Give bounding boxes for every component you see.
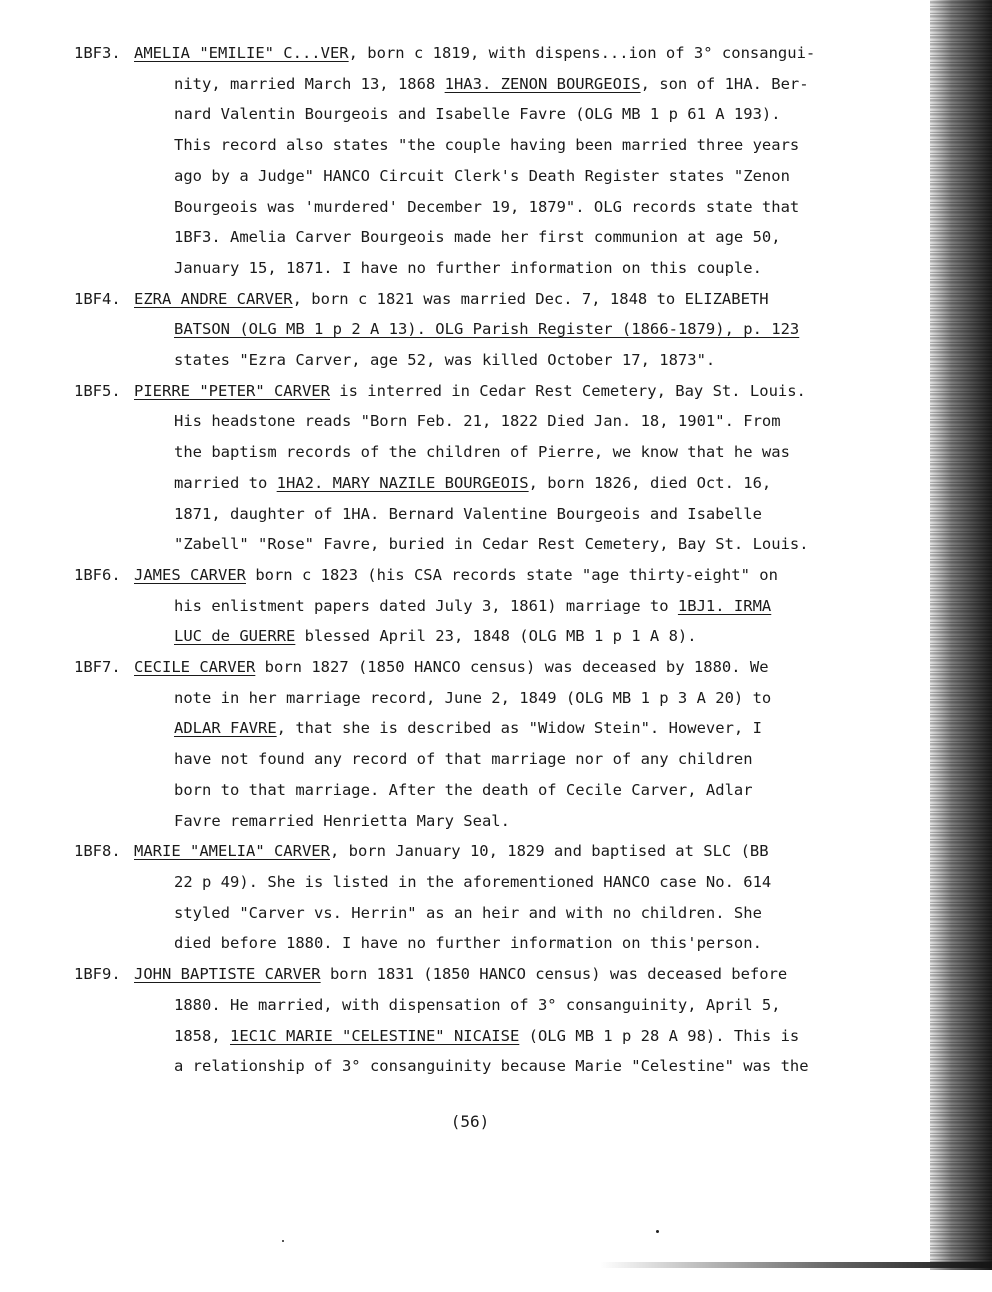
underlined-name: 1BJ1. IRMA <box>677 596 772 615</box>
entry-line <box>174 928 874 959</box>
entry-text: "Zabell" "Rose" Favre, buried in Cedar Rest Cemetery, Bay St. Louis. <box>174 535 809 554</box>
entry-line <box>134 652 874 683</box>
entry-body <box>134 560 874 652</box>
entry-line <box>174 499 874 530</box>
entry-line <box>174 437 874 468</box>
scan-speck <box>656 1230 659 1233</box>
underlined-name: BATSON <box>174 320 230 339</box>
entry-line <box>174 468 874 499</box>
underlined-name: 1HA3. ZENON BOURGEOIS <box>444 74 641 93</box>
entry-line <box>174 1021 874 1052</box>
underlined-name: EZRA ANDRE CARVER <box>134 289 293 308</box>
scan-edge-shadow <box>930 0 992 1270</box>
entry-line <box>134 560 874 591</box>
entry-text: his enlistment papers dated July 3, 1861) marriage to <box>174 596 678 615</box>
entry-text: born 1831 (1850 HANCO census) was deceased before <box>320 965 788 984</box>
entry-text: blessed April 23, 1848 (OLG MB 1 p 1 A 8). <box>295 627 697 646</box>
entry-line <box>174 406 874 437</box>
page-number: (56) <box>450 1112 490 1131</box>
entry-text: , born 1826, died Oct. 16, <box>528 473 772 492</box>
entry-text: 1871, daughter of 1HA. Bernard Valentine Bourgeois and Isabelle <box>174 504 762 523</box>
entry-line <box>174 898 874 929</box>
entry-line <box>174 345 874 376</box>
entry-line <box>134 376 874 407</box>
underlined-name: AMELIA "EMILIE" C...VER <box>134 44 349 62</box>
entry-line <box>174 744 874 775</box>
entry-text: , that she is described as "Widow Stein". However, I <box>276 719 762 738</box>
entry-text: styled "Carver vs. Herrin" as an heir and with no children. She <box>174 903 762 922</box>
genealogy-entry <box>74 284 874 376</box>
entry-line <box>134 284 874 315</box>
entry-text: born to that marriage. After the death of Cecile Carver, Adlar <box>174 780 753 799</box>
entry-line <box>134 836 874 867</box>
scan-speck <box>282 1240 284 1242</box>
entry-text: born 1827 (1850 HANCO census) was deceased by 1880. We <box>255 658 769 677</box>
entry-line <box>174 806 874 837</box>
entry-text: note in her marriage record, June 2, 1849 (OLG MB 1 p 3 A 20) to <box>174 688 772 707</box>
underlined-name: ADLAR FAVRE <box>174 719 277 738</box>
entry-text: Favre remarried Henrietta Mary Seal. <box>174 811 510 830</box>
entry-text: Bourgeois was 'murdered' December 19, 1879". OLG records state that <box>174 197 800 216</box>
entry-line <box>174 683 874 714</box>
entry-body <box>134 376 874 560</box>
entry-text: 22 p 49). She is listed in the aforementioned HANCO case No. 614 <box>174 872 772 891</box>
entry-line <box>174 713 874 744</box>
genealogy-entry <box>74 652 874 836</box>
entry-line <box>174 130 874 161</box>
entry-id: 1BF6. <box>74 565 121 584</box>
scan-bottom-edge <box>600 1262 992 1268</box>
entry-text: a relationship of 3° consanguinity because Marie "Celestine" was the <box>174 1057 809 1076</box>
genealogy-entry <box>74 376 874 560</box>
genealogy-entry <box>74 836 874 959</box>
entry-body <box>134 38 874 284</box>
entry-line <box>174 314 874 345</box>
underlined-name: 1HA2. MARY NAZILE BOURGEOIS <box>276 473 529 492</box>
entry-line <box>174 161 874 192</box>
underlined-name: CECILE CARVER <box>134 658 256 677</box>
genealogy-entry <box>74 38 874 284</box>
entry-text: (OLG MB 1 p 28 A 98). This is <box>519 1026 800 1045</box>
entry-body <box>134 284 874 376</box>
underlined-name: PIERRE "PETER" CARVER <box>134 381 330 400</box>
entry-line <box>174 775 874 806</box>
underlined-name: LUC de GUERRE <box>174 627 296 646</box>
underlined-name: MARIE "AMELIA" CARVER <box>134 842 330 861</box>
entry-id: 1BF3. <box>74 44 121 62</box>
entry-text: 1880. He married, with dispensation of 3° consanguinity, April 5, <box>174 995 781 1014</box>
underlined-name: 1EC1C MARIE "CELESTINE" NICAISE <box>230 1026 520 1045</box>
entry-line <box>174 529 874 560</box>
entry-text: states "Ezra Carver, age 52, was killed October 17, 1873". <box>174 351 716 370</box>
entry-text: nard Valentin Bourgeois and Isabelle Favre (OLG MB 1 p 61 A 193). <box>174 105 781 124</box>
entry-line <box>134 959 874 990</box>
entry-text: ago by a Judge" HANCO Circuit Clerk's Death Register states "Zenon <box>174 166 790 185</box>
entry-text: have not found any record of that marriage nor of any children <box>174 750 753 769</box>
entry-text: January 15, 1871. I have no further information on this couple. <box>174 258 762 277</box>
entry-line <box>134 38 874 69</box>
genealogy-entries <box>74 38 874 1082</box>
underlined-name: JAMES CARVER <box>134 565 246 584</box>
underlined-name: JOHN BAPTISTE CARVER <box>134 965 321 984</box>
entry-text: nity, married March 13, 1868 <box>174 74 445 93</box>
entry-text: , born c 1819, with dispens...ion of 3° consangui- <box>348 44 816 62</box>
entry-line <box>174 69 874 100</box>
entry-text: 1BF3. Amelia Carver Bourgeois made her first communion at age 50, <box>174 228 781 247</box>
entry-id: 1BF4. <box>74 289 121 308</box>
entry-line <box>174 591 874 622</box>
entry-text: , born c 1821 was married Dec. 7, 1848 to ELIZABETH <box>292 289 769 308</box>
entry-line <box>174 222 874 253</box>
entry-id: 1BF8. <box>74 842 121 861</box>
entry-line <box>174 192 874 223</box>
entry-line <box>174 1051 874 1082</box>
entry-body <box>134 836 874 959</box>
entry-text: , son of 1HA. Ber- <box>640 74 809 93</box>
entry-text: 1858, <box>174 1026 230 1045</box>
entry-text: married to <box>174 473 277 492</box>
underlined-name: (OLG MB 1 p 2 A 13). OLG Parish Register (1866-1879), p. 123 <box>230 320 800 339</box>
genealogy-entry <box>74 560 874 652</box>
entry-text: born c 1823 (his CSA records state "age thirty-eight" on <box>245 565 778 584</box>
entry-line <box>174 99 874 130</box>
entry-text: the baptism records of the children of Pierre, we know that he was <box>174 443 790 462</box>
genealogy-entry <box>74 959 874 1082</box>
entry-id: 1BF7. <box>74 658 121 677</box>
entry-text: died before 1880. I have no further information on this'person. <box>174 934 762 953</box>
entry-id: 1BF5. <box>74 381 121 400</box>
entry-line <box>174 990 874 1021</box>
entry-text: , born January 10, 1829 and baptised at SLC (BB <box>329 842 769 861</box>
entry-text: This record also states "the couple having been married three years <box>174 136 800 155</box>
entry-body <box>134 959 874 1082</box>
entry-id: 1BF9. <box>74 965 121 984</box>
entry-line <box>174 867 874 898</box>
entry-text: His headstone reads "Born Feb. 21, 1822 Died Jan. 18, 1901". From <box>174 412 781 431</box>
entry-line <box>174 253 874 284</box>
entry-text: is interred in Cedar Rest Cemetery, Bay St. Louis. <box>329 381 806 400</box>
entry-line <box>174 621 874 652</box>
entry-body <box>134 652 874 836</box>
